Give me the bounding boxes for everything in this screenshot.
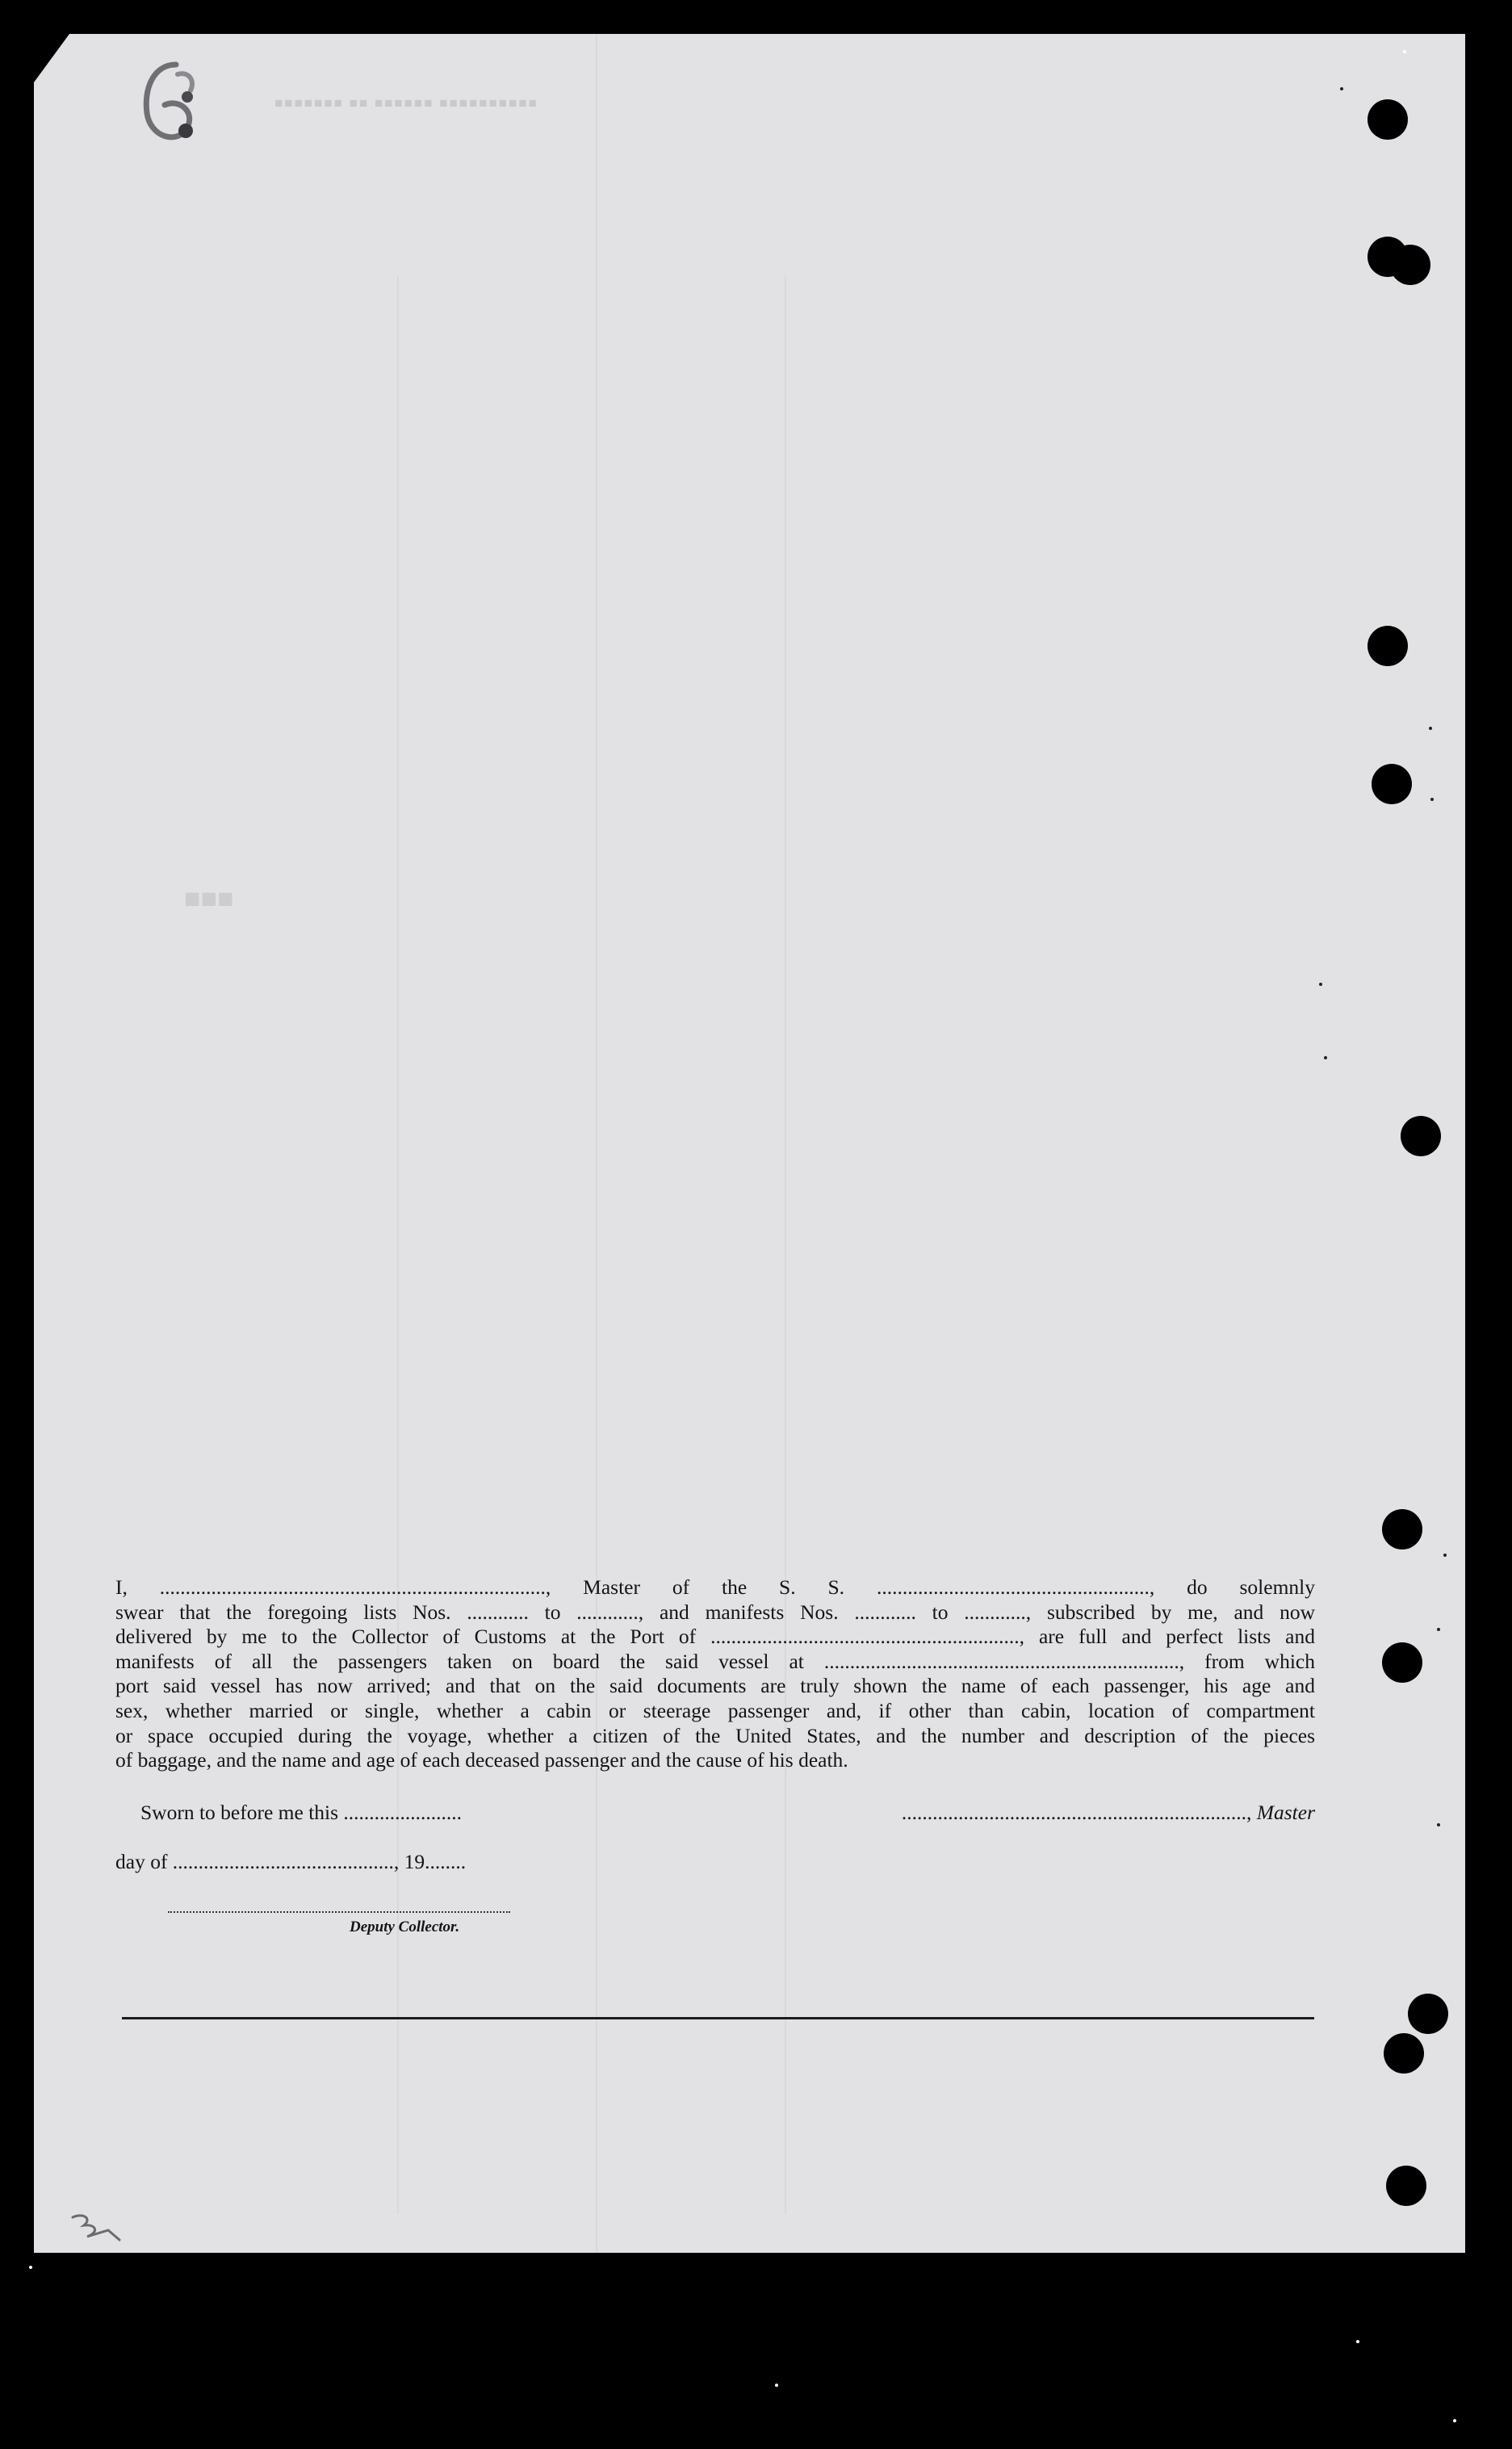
speck [1403,50,1406,53]
sworn-before-line: Sworn to before me this ....................... [140,1801,463,1824]
speck [1356,2340,1359,2343]
binder-hole [1372,764,1412,804]
masters-oath-paragraph [115,1575,1315,1773]
binder-hole [1368,626,1408,666]
binder-hole [1401,1116,1441,1156]
oath-line: port said vessel has now arrived; and that on the said documents are truly shown the name of each passenger, his age and [115,1674,1315,1698]
binder-hole [1408,1994,1448,2034]
oath-line: manifests of all the passengers taken on board the said vessel at ....................................................................., from which [115,1649,1315,1673]
deputy-signature-rule [168,1911,510,1913]
master-signature-dots: ..................................................................., [901,1801,1252,1824]
speck [1437,1823,1440,1826]
closing-rule [122,2017,1314,2019]
binder-hole [1382,1509,1422,1549]
speck [1443,1554,1447,1557]
oath-line: or space occupied during the voyage, whether a citizen of the United States, and the number and description of the pieces [115,1723,1315,1747]
speck [1453,2419,1456,2422]
oath-line: swear that the foregoing lists Nos. ............ to ............, and manifests Nos. ............ to ............, subscribed by me, and now [115,1600,1315,1624]
handwritten-folio-mark [129,57,210,178]
speck [775,2384,778,2387]
day-of-line: day of ..........................................., 19........ [115,1850,467,1873]
oath-line: sex, whether married or single, whether a cabin or steerage passenger and, if other than cabin, location of compartment [115,1698,1315,1722]
binder-hole [1368,99,1408,140]
speck [1429,727,1432,730]
speck [1324,1056,1327,1059]
master-signature-line [815,1801,1315,1825]
speck [1430,798,1434,801]
master-label: Master [1256,1801,1315,1824]
binder-hole [1386,2166,1426,2206]
speck [1437,1628,1440,1631]
oath-line: I, ..........................................................................., Master of the S. S. ....................................................., do solemnly [115,1575,1315,1599]
manifest-sheet [34,34,1465,2253]
oath-line: delivered by me to the Collector of Customs at the Port of ............................................................, are full and perfect lists and [115,1625,1315,1649]
binder-hole [1382,1642,1422,1683]
faint-bleedthrough-stamp: ■■■ [184,883,234,914]
binder-hole [1384,2033,1424,2074]
deputy-collector-label: Deputy Collector. [350,1919,460,1935]
handwritten-corner-mark [68,2211,124,2243]
ghost-column-rule [785,276,786,2214]
faint-bleedthrough-header: ■■■■■■■ ■■ ■■■■■■ ■■■■■■■■■■ [274,95,538,111]
speck [1340,87,1343,90]
ghost-column-rule [596,34,597,2253]
binder-hole [1390,245,1430,285]
oath-line: of baggage, and the name and age of each deceased passenger and the cause of his death. [115,1748,848,1772]
speck [29,2266,32,2269]
speck [1319,983,1322,986]
